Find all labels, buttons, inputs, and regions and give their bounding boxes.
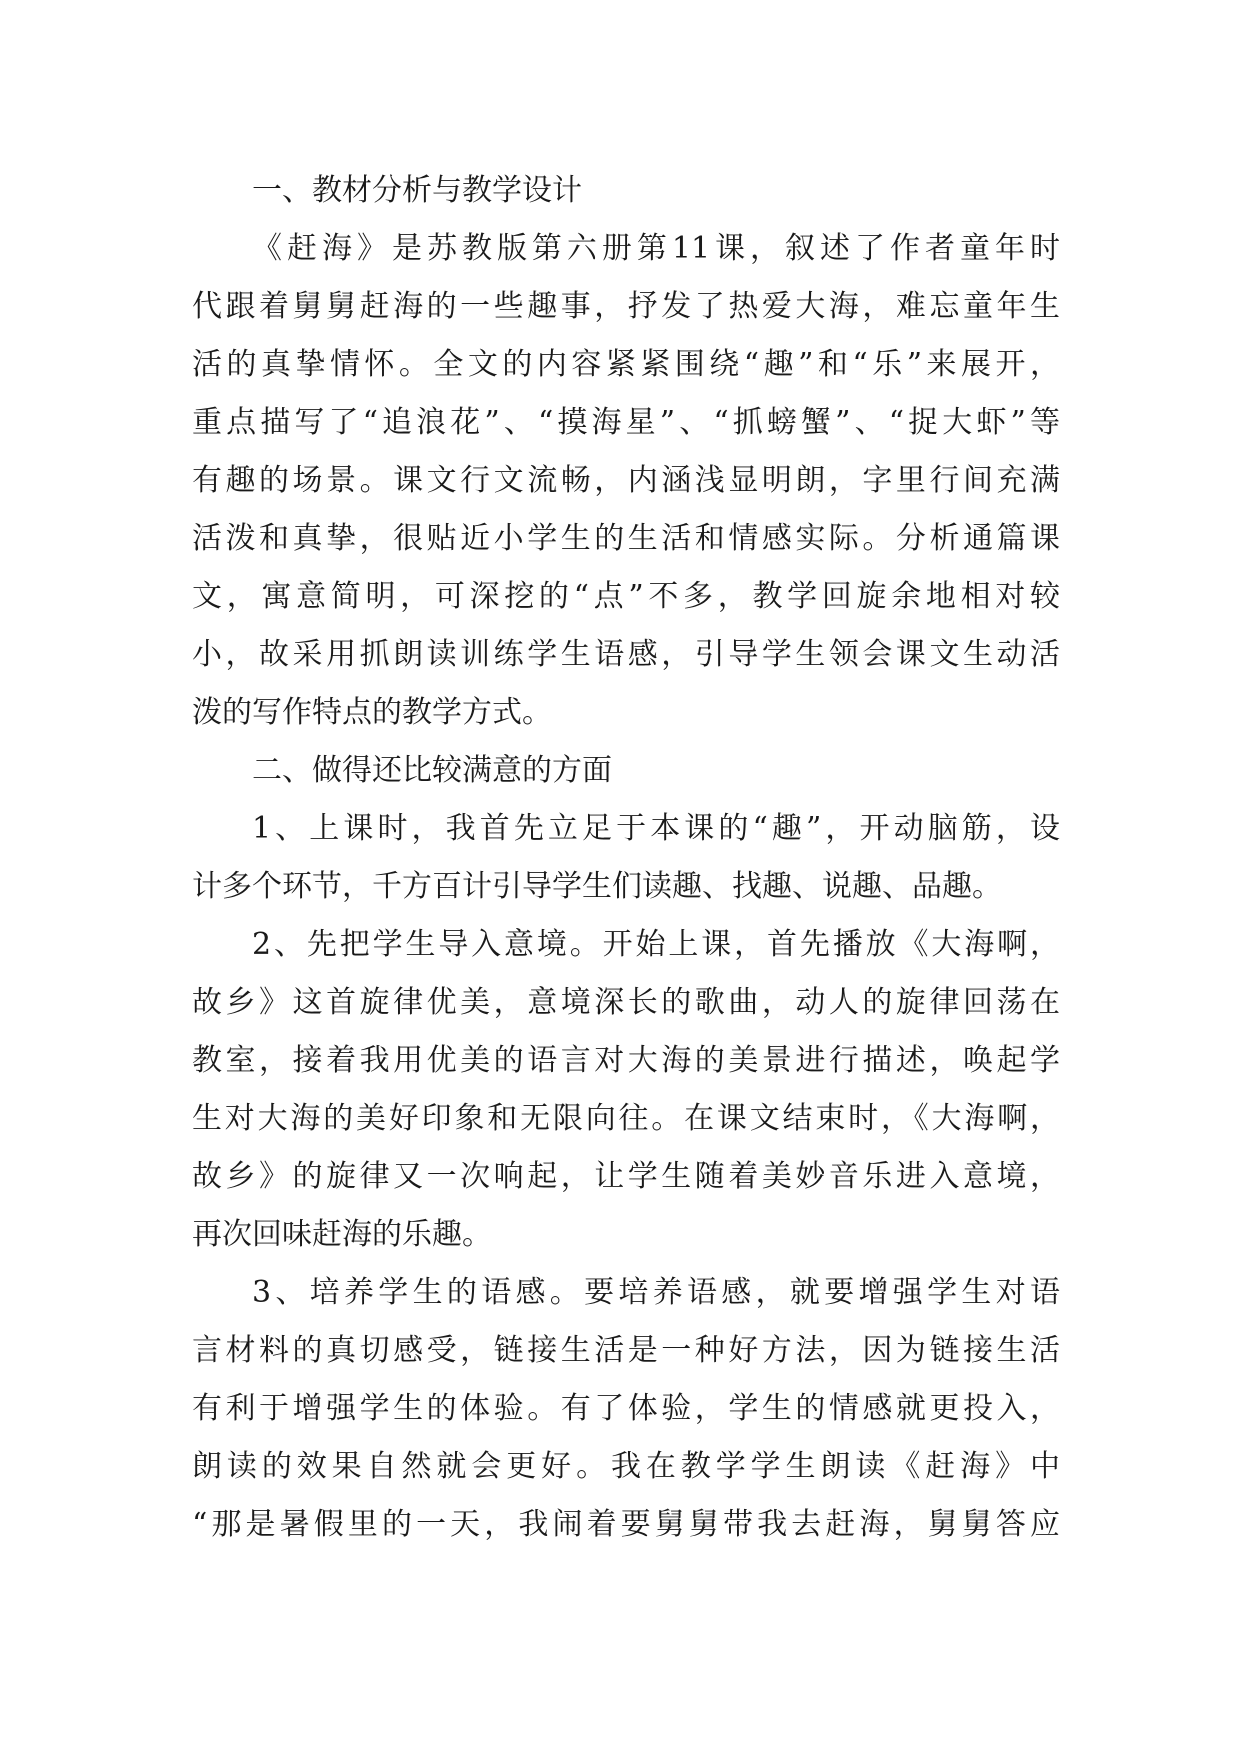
text-line: 朗读的效果自然就会更好。我在教学学生朗读《赶海》中 — [192, 1449, 1060, 1484]
text-line: 泼的写作特点的教学方式。 — [192, 695, 552, 730]
paragraph-first-line: 二、做得还比较满意的方面 — [252, 753, 612, 788]
text-line: 活泼和真挚，很贴近小学生的生活和情感实际。分析通篇课 — [192, 521, 1060, 556]
text-line: 生对大海的美好印象和无限向往。在课文结束时，《大海啊， — [192, 1101, 1060, 1136]
paragraph-first-line: 《赶海》是苏教版第六册第11课，叙述了作者童年时 — [252, 231, 1060, 266]
paragraph-first-line: 1、上课时，我首先立足于本课的“趣”，开动脑筋，设 — [252, 811, 1060, 846]
paragraph-first-line: 一、教材分析与教学设计 — [252, 173, 582, 208]
text-line: 有趣的场景。课文行文流畅，内涵浅显明朗，字里行间充满 — [192, 463, 1060, 498]
text-line: 再次回味赶海的乐趣。 — [192, 1217, 492, 1252]
paragraph-first-line: 2、先把学生导入意境。开始上课，首先播放《大海啊， — [252, 927, 1060, 962]
text-line: 有利于增强学生的体验。有了体验，学生的情感就更投入， — [192, 1391, 1060, 1426]
text-line: 文，寓意简明，可深挖的“点”不多，教学回旋余地相对较 — [192, 579, 1060, 614]
text-line: 教室，接着我用优美的语言对大海的美景进行描述，唤起学 — [192, 1043, 1060, 1078]
text-line: 活的真挚情怀。全文的内容紧紧围绕“趣”和“乐”来展开， — [192, 347, 1060, 382]
document-body — [192, 162, 1060, 1554]
text-line: 小，故采用抓朗读训练学生语感，引导学生领会课文生动活 — [192, 637, 1060, 672]
text-line: 言材料的真切感受，链接生活是一种好方法，因为链接生活 — [192, 1333, 1060, 1368]
text-line: 代跟着舅舅赶海的一些趣事，抒发了热爱大海，难忘童年生 — [192, 289, 1060, 324]
text-line: 计多个环节，千方百计引导学生们读趣、找趣、说趣、品趣。 — [192, 869, 1002, 904]
text-line: 故乡》这首旋律优美，意境深长的歌曲，动人的旋律回荡在 — [192, 985, 1060, 1020]
text-line: 故乡》的旋律又一次响起，让学生随着美妙音乐进入意境， — [192, 1159, 1060, 1194]
paragraph-first-line: 3、培养学生的语感。要培养语感，就要增强学生对语 — [252, 1275, 1060, 1310]
text-line: “那是暑假里的一天，我闹着要舅舅带我去赶海，舅舅答应 — [192, 1507, 1060, 1542]
text-line: 重点描写了“追浪花”、“摸海星”、“抓螃蟹”、“捉大虾”等 — [192, 405, 1060, 440]
